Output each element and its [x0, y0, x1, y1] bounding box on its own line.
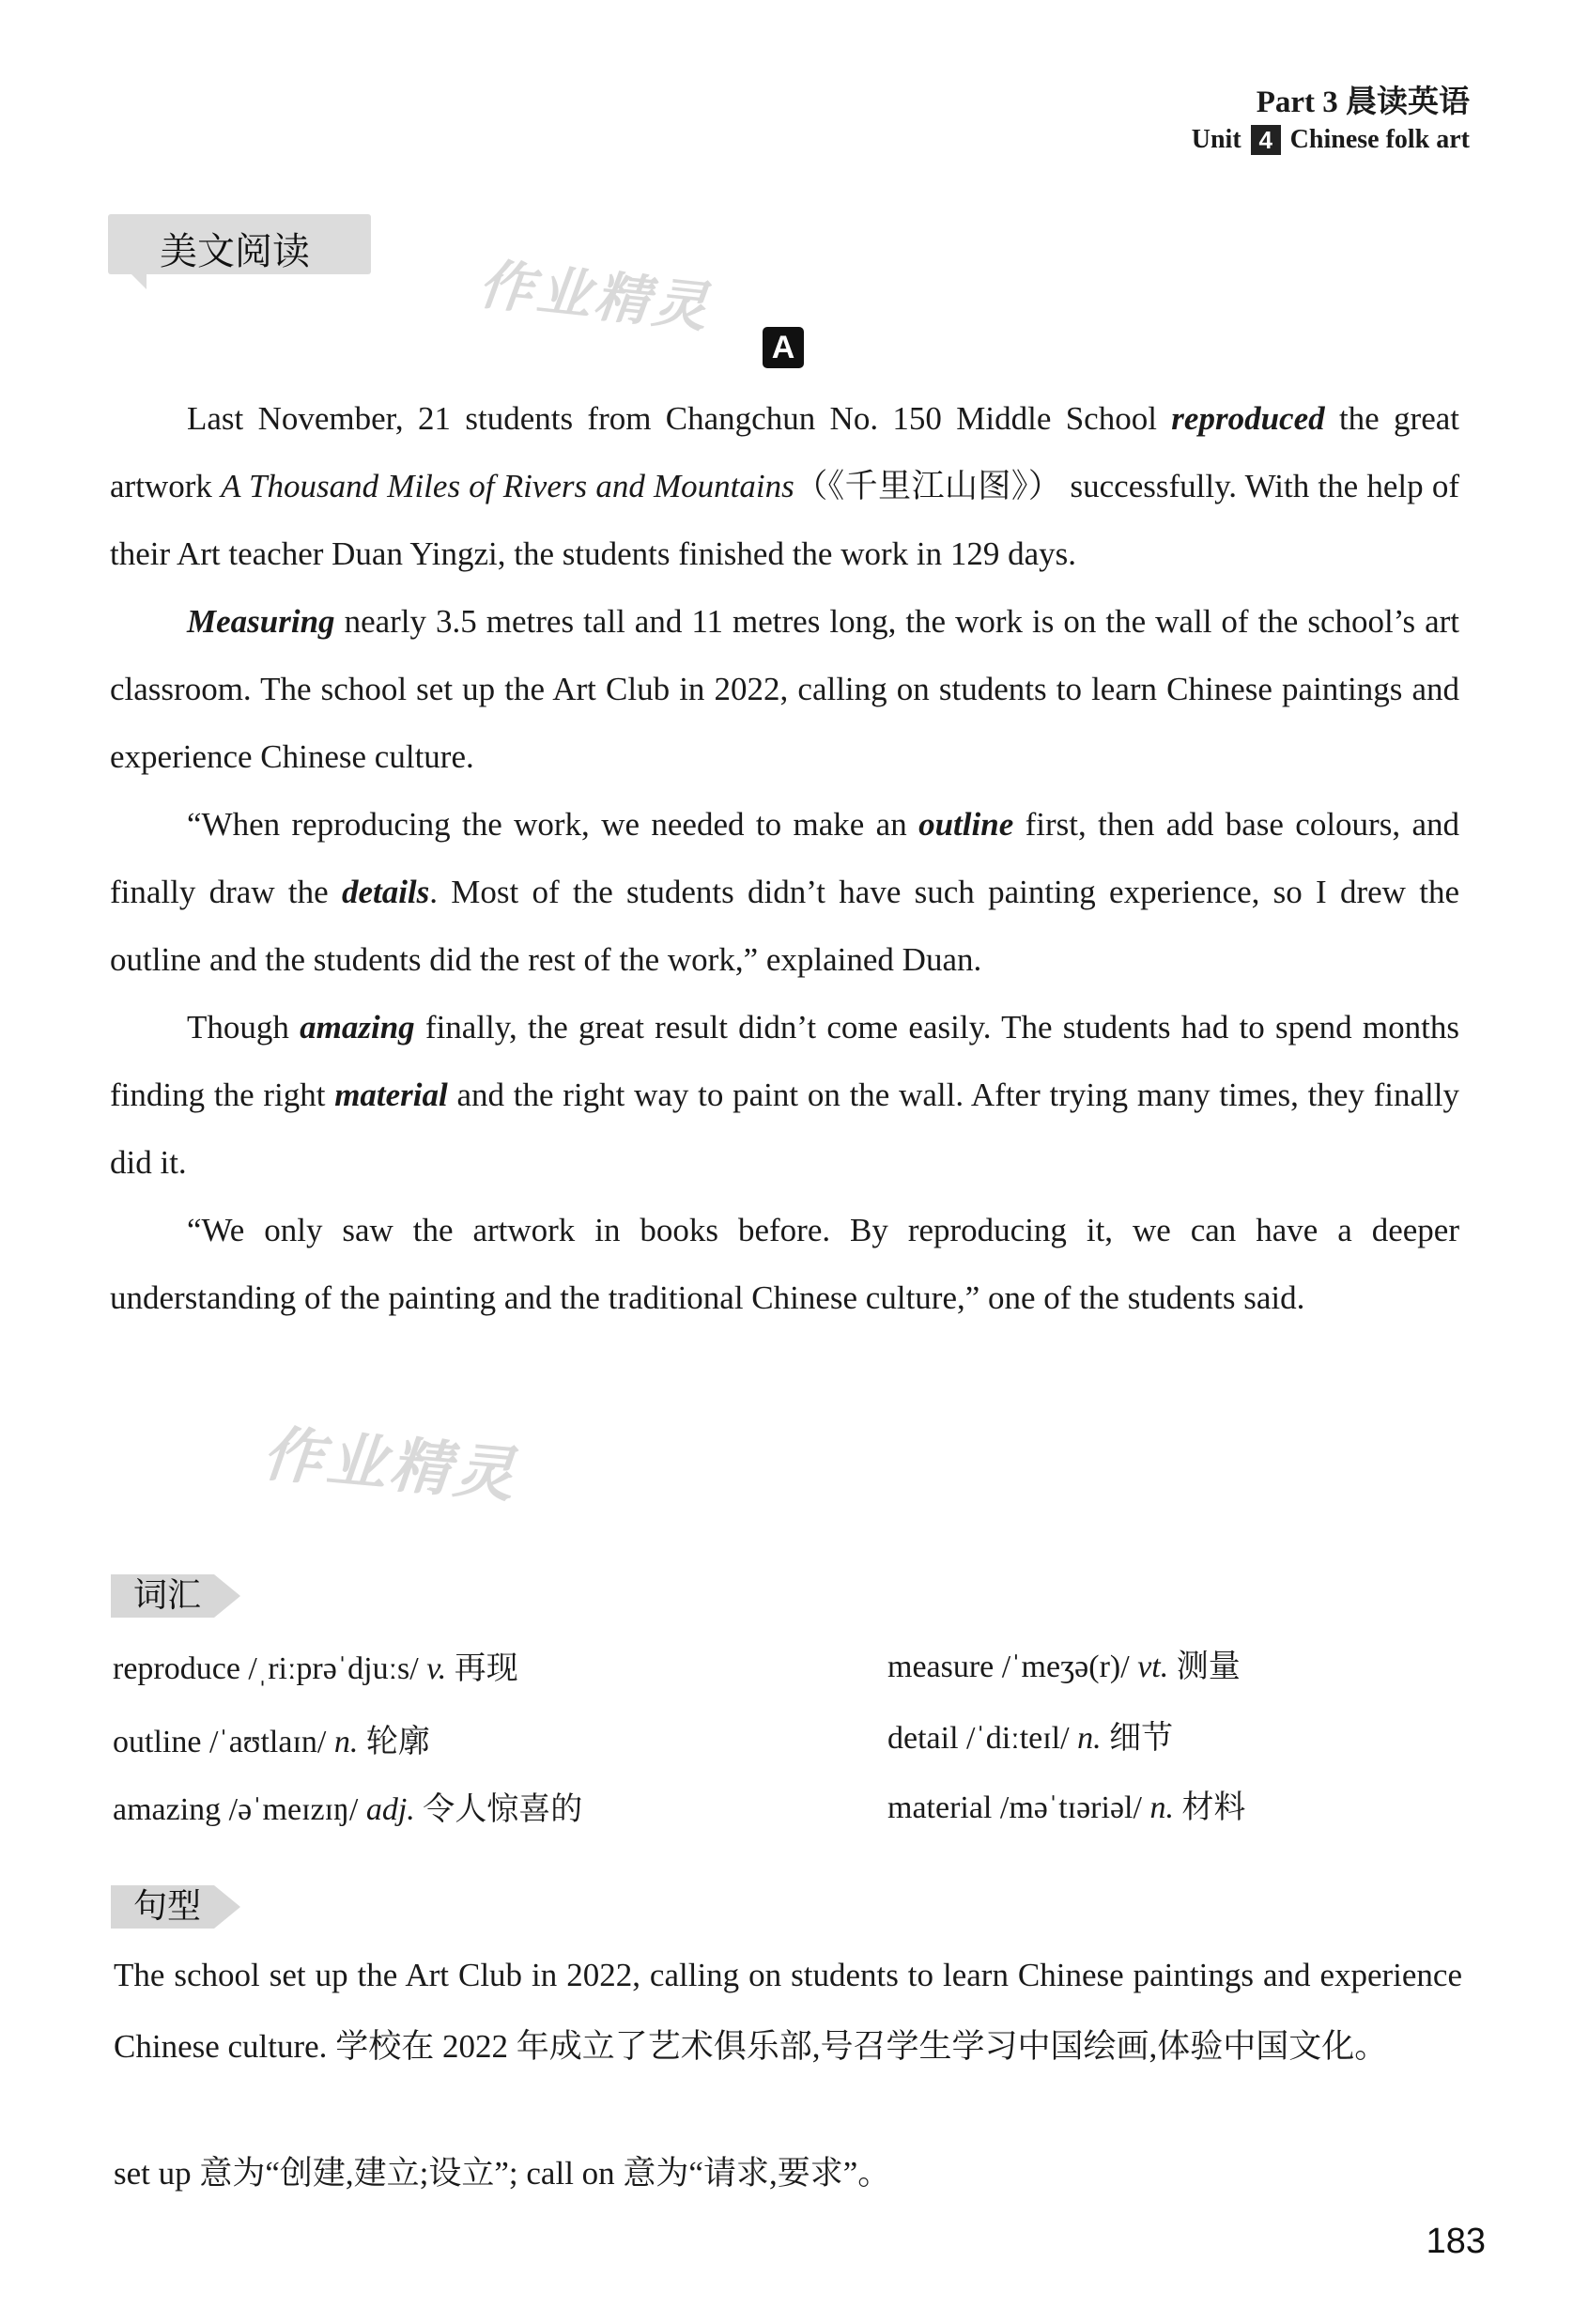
header-part-title: Part 3 晨读英语: [1256, 85, 1470, 119]
passage-label-badge: A: [763, 327, 804, 368]
phrase-note: set up 意为“创建,建立;设立”; call on 意为“请求,要求”。: [114, 2155, 891, 2192]
keyword-details: details: [341, 874, 430, 910]
sentence-chinese: 学校在 2022 年成立了艺术俱乐部,号召学生学习中国绘画,体验中国文化。: [335, 2028, 1388, 2065]
unit-number-badge: 4: [1251, 125, 1281, 155]
vocab-item-outline: outline /ˈaʊtlaɪn/ n. 轮廓: [113, 1725, 430, 1759]
vocab-item-reproduce: reproduce /ˌriːprəˈdjuːs/ v. 再现: [113, 1651, 518, 1686]
vocab-tag: [111, 1574, 214, 1618]
sentence-tag: [111, 1885, 214, 1929]
article-body: [110, 385, 1459, 1332]
vocab-title: 词汇: [133, 1576, 202, 1615]
section-tag-reading: [108, 214, 371, 274]
sentence-english: The school set up the Art Club in 2022, calling on students to learn Chinese paintings and experience Chinese culture.: [114, 1957, 1462, 2065]
article-paragraph-5: “We only saw the artwork in books before. By reproducing it, we can have a deeper understanding of the painting and the traditional Chinese culture,” one of the students said.: [110, 1212, 1459, 1316]
sentence-pattern: [114, 1940, 1462, 2083]
header-unit: [1192, 125, 1470, 155]
vocab-item-amazing: amazing /əˈmeɪzɪŋ/ adj. 令人惊喜的: [113, 1792, 583, 1827]
vocab-item-material: material /məˈtɪəriəl/ n. 材料: [887, 1790, 1246, 1825]
page-number: 183: [1426, 2222, 1486, 2261]
article-paragraph-2: Measuring nearly 3.5 metres tall and 11 metres long, the work is on the wall of the school’s art classroom. The school set up the Art Club in 2022, calling on students to learn Chinese paintings and experience Chinese culture.: [110, 603, 1459, 775]
artwork-title: A Thousand Miles of Rivers and Mountains: [221, 468, 794, 504]
vocab-item-measure: measure /ˈmeʒə(r)/ vt. 测量: [887, 1650, 1241, 1684]
unit-label: Unit: [1191, 125, 1241, 154]
article-paragraph-4: Though amazing finally, the great result didn’t come easily. The students had to spend months finding the right material and the right way to paint on the wall. After trying many times, they finally did it.: [110, 1009, 1459, 1181]
section-title: 美文阅读: [160, 230, 310, 273]
watermark-middle: 作业精灵: [259, 1419, 521, 1511]
article-paragraph-3: “When reproducing the work, we needed to make an outline first, then add base colours, and finally draw the details. Most of the students didn’t have such painting experience, so I drew the outline and the students did the rest of the work,” explained Duan.: [110, 806, 1459, 978]
sentence-title: 句型: [133, 1887, 202, 1926]
keyword-measuring: Measuring: [187, 603, 335, 640]
keyword-reproduced: reproduced: [1171, 400, 1325, 437]
vocab-item-detail: detail /ˈdiːteɪl/ n. 细节: [887, 1721, 1174, 1756]
keyword-amazing: amazing: [300, 1009, 415, 1046]
article-paragraph-1: Last November, 21 students from Changchun No. 150 Middle School reproduced the great artwork A Thousand Miles of Rivers and Mountains（《千里江山图》） successfully. With the help of their Art teacher Duan Yingzi, the students finished the work in 129 days.: [110, 400, 1460, 572]
watermark-top: 作业精灵: [475, 252, 715, 340]
keyword-outline: outline: [918, 806, 1014, 843]
keyword-material: material: [334, 1077, 448, 1113]
unit-title: Chinese folk art: [1289, 125, 1470, 154]
